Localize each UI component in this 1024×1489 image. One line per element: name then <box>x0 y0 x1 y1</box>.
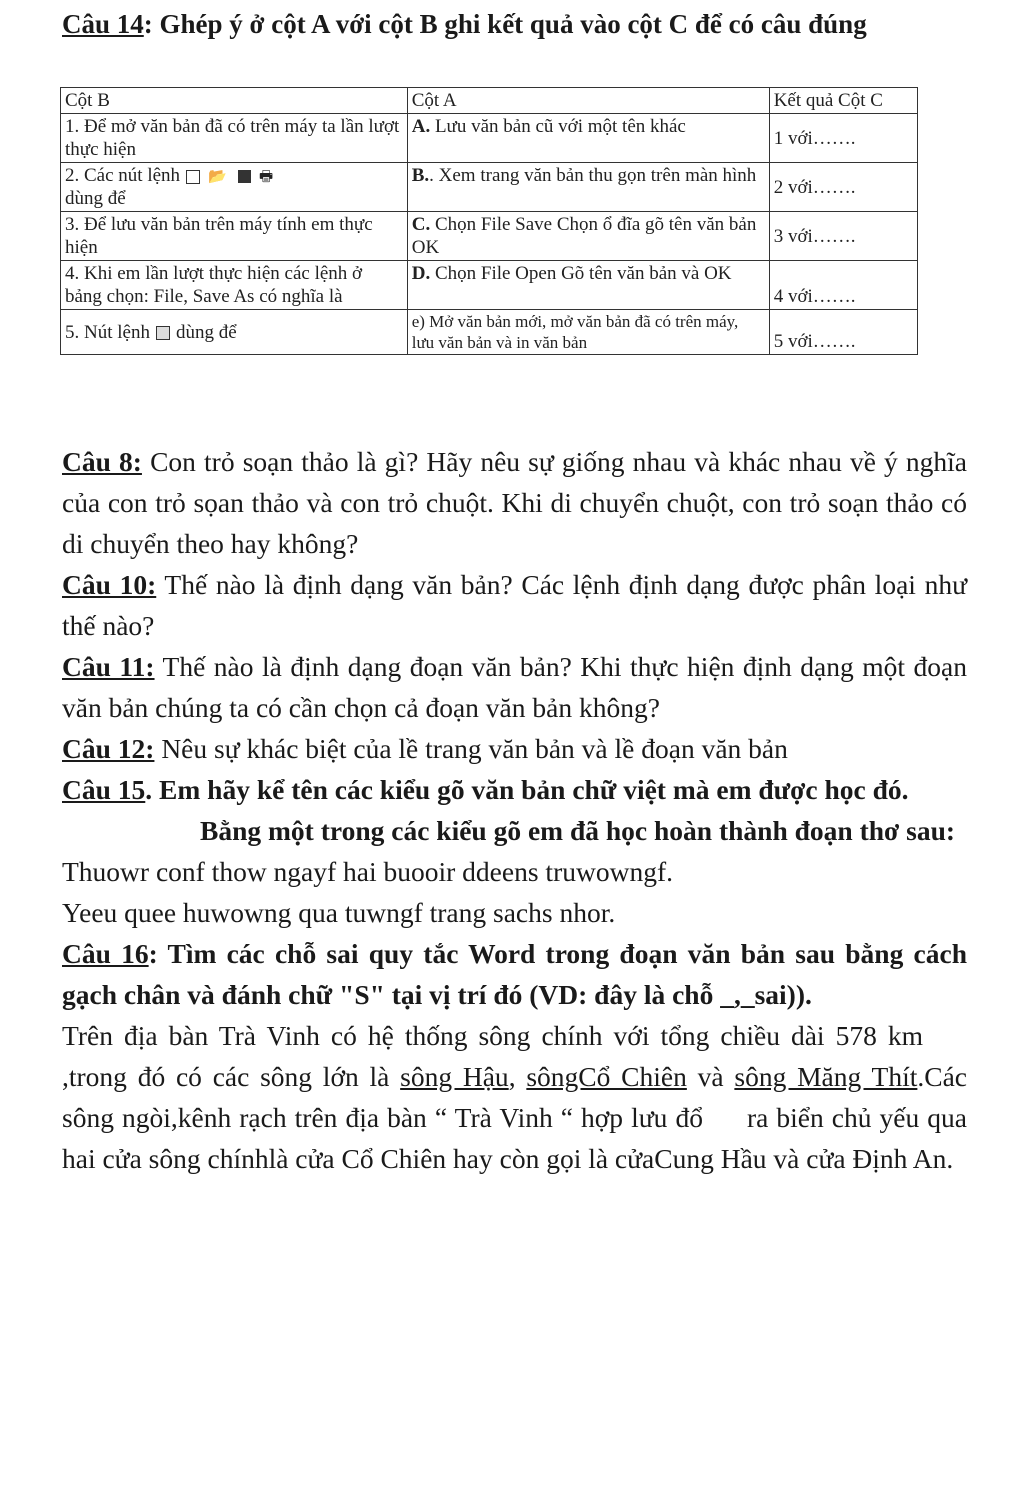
print-preview-icon-wrap <box>156 326 170 340</box>
row5-col-a: e) Mở văn bản mới, mở văn bản đã có trên máy, lưu văn bản và in văn bản <box>407 310 769 355</box>
print-preview-icon <box>156 326 170 340</box>
row3-col-c: 3 với……. <box>769 212 917 261</box>
header-col-c: Kết quả Cột C <box>769 88 917 114</box>
table-row <box>61 310 918 355</box>
question-15-text: . Em hãy kể tên các kiểu gõ văn bản chữ việt mà em được học đó. <box>145 774 909 805</box>
row2-a-text: . Xem trang văn bản thu gọn trên màn hình <box>429 165 757 186</box>
row5-b-post: dùng để <box>175 321 237 343</box>
row1-col-b: 1. Để mở văn bản đã có trên máy ta lần lượt thực hiện <box>61 114 408 163</box>
passage-underline-1: sông Hậu <box>400 1061 509 1092</box>
question-11 <box>62 646 967 728</box>
question-14-label: Câu 14 <box>62 9 144 39</box>
row3-a-text: Chọn File Save Chọn ổ đĩa gõ tên văn bản OK <box>411 214 757 258</box>
save-icon <box>238 170 251 183</box>
question-15-label: Câu 15 <box>62 774 146 805</box>
row2-b-post: dùng để <box>65 188 126 209</box>
question-10-label: Câu 10: <box>62 569 157 600</box>
row4-col-c: 4 với……. <box>769 261 917 310</box>
question-15-instruction-text: Bằng một trong các kiểu gõ em đã học hoàn thành đoạn thơ sau: <box>200 815 956 846</box>
print-icon: 🖶 <box>259 168 274 185</box>
poem-line-2: Yeeu quee huwowng qua tuwngf trang sachs nhor. <box>62 897 616 928</box>
row4-a-text: Chọn File Open Gõ tên văn bản và OK <box>430 263 732 284</box>
row3-a-label: C. <box>411 214 431 235</box>
question-16 <box>62 933 967 1015</box>
question-12-label: Câu 12: <box>62 733 155 764</box>
row2-col-b <box>61 163 408 212</box>
row4-col-b: 4. Khi em lần lượt thực hiện các lệnh ở bảng chọn: File, Save As có nghĩa là <box>61 261 408 310</box>
question-12 <box>62 728 967 769</box>
row2-col-c: 2 với……. <box>769 163 917 212</box>
header-col-b: Cột B <box>61 88 408 114</box>
question-16-label: Câu 16 <box>62 938 149 969</box>
row1-col-a <box>407 114 769 163</box>
passage-part-2: ,trong đó có các sông lớn là <box>62 1061 401 1092</box>
open-folder-icon: 📂 <box>208 168 227 185</box>
table-row <box>61 114 918 163</box>
header-col-a: Cột A <box>407 88 769 114</box>
question-15 <box>62 769 967 810</box>
row1-a-label: A. <box>411 116 431 137</box>
row5-col-c: 5 với……. <box>769 310 917 355</box>
question-12-text: Nêu sự khác biệt của lề trang văn bản và lề đoạn văn bản <box>154 733 788 764</box>
row2-b-pre: 2. Các nút lệnh <box>65 165 181 186</box>
passage-part-4: và <box>686 1061 735 1092</box>
question-15-instruction <box>62 810 967 851</box>
row1-col-c: 1 với……. <box>769 114 917 163</box>
new-document-icon <box>186 170 200 184</box>
question-10-text: Thế nào là định dạng văn bản? Các lệnh định dạng được phân loại như thế nào? <box>62 569 967 641</box>
row4-col-a <box>407 261 769 310</box>
passage-part-6: ra biển chủ yếu qua hai cửa sông chínhlà cửa Cổ Chiên hay còn gọi là cửaCung Hầu và cửa Định An. <box>62 1102 967 1174</box>
row1-a-text: Lưu văn bản cũ với một tên khác <box>430 116 686 137</box>
row3-col-a <box>407 212 769 261</box>
question-10 <box>62 564 967 646</box>
question-11-label: Câu 11: <box>62 651 155 682</box>
question-14-text: : Ghép ý ở cột A với cột B ghi kết quả vào cột C để có câu đúng <box>143 9 867 39</box>
table-row <box>61 212 918 261</box>
passage-part-5: .Các sông ngòi,kênh rạch trên địa bàn “ Trà Vinh “ hợp lưu đổ <box>62 1061 968 1133</box>
table-row <box>61 261 918 310</box>
question-14 <box>62 8 967 40</box>
row5-b-pre: 5. Nút lệnh <box>65 321 150 343</box>
questions-body <box>62 441 967 1179</box>
toolbar-icons <box>186 170 277 184</box>
row4-a-label: D. <box>411 263 431 284</box>
document-page <box>62 8 967 40</box>
passage-underline-3: sông Măng Thít <box>734 1061 918 1092</box>
row5-col-b <box>61 310 408 355</box>
row2-col-a <box>407 163 769 212</box>
table-header-row <box>61 88 918 114</box>
matching-table <box>60 87 918 355</box>
question-8 <box>62 441 967 564</box>
row2-a-label: B. <box>411 165 430 186</box>
row3-col-b: 3. Để lưu văn bản trên máy tính em thực hiện <box>61 212 408 261</box>
question-16-text: : Tìm các chỗ sai quy tắc Word trong đoạn văn bản sau bằng cách gạch chân và đánh chữ "S" tại vị trí đó (VD: đây là chỗ _,_sai)). <box>62 938 968 1010</box>
question-11-text: Thế nào là định dạng đoạn văn bản? Khi thực hiện định dạng một đoạn văn bản chúng ta có cần chọn cả đoạn văn bản không? <box>62 651 967 723</box>
passage-part-3: , <box>508 1061 527 1092</box>
passage-underline-2: sôngCổ Chiên <box>526 1061 687 1092</box>
question-8-label: Câu 8: <box>62 446 142 477</box>
table-row <box>61 163 918 212</box>
question-8-text: Con trỏ soạn thảo là gì? Hãy nêu sự giống nhau và khác nhau về ý nghĩa của con trỏ sọan thảo và con trỏ chuột. Khi di chuyển chuột, con trỏ soạn thảo có di chuyển theo hay không? <box>62 446 967 559</box>
poem-line-1: Thuowr conf thow ngayf hai buooir ddeens truwowngf. <box>62 856 673 887</box>
passage-part-1: Trên địa bàn Trà Vinh có hệ thống sông chính với tổng chiều dài 578 km <box>62 1020 923 1051</box>
question-16-passage <box>62 1015 967 1179</box>
